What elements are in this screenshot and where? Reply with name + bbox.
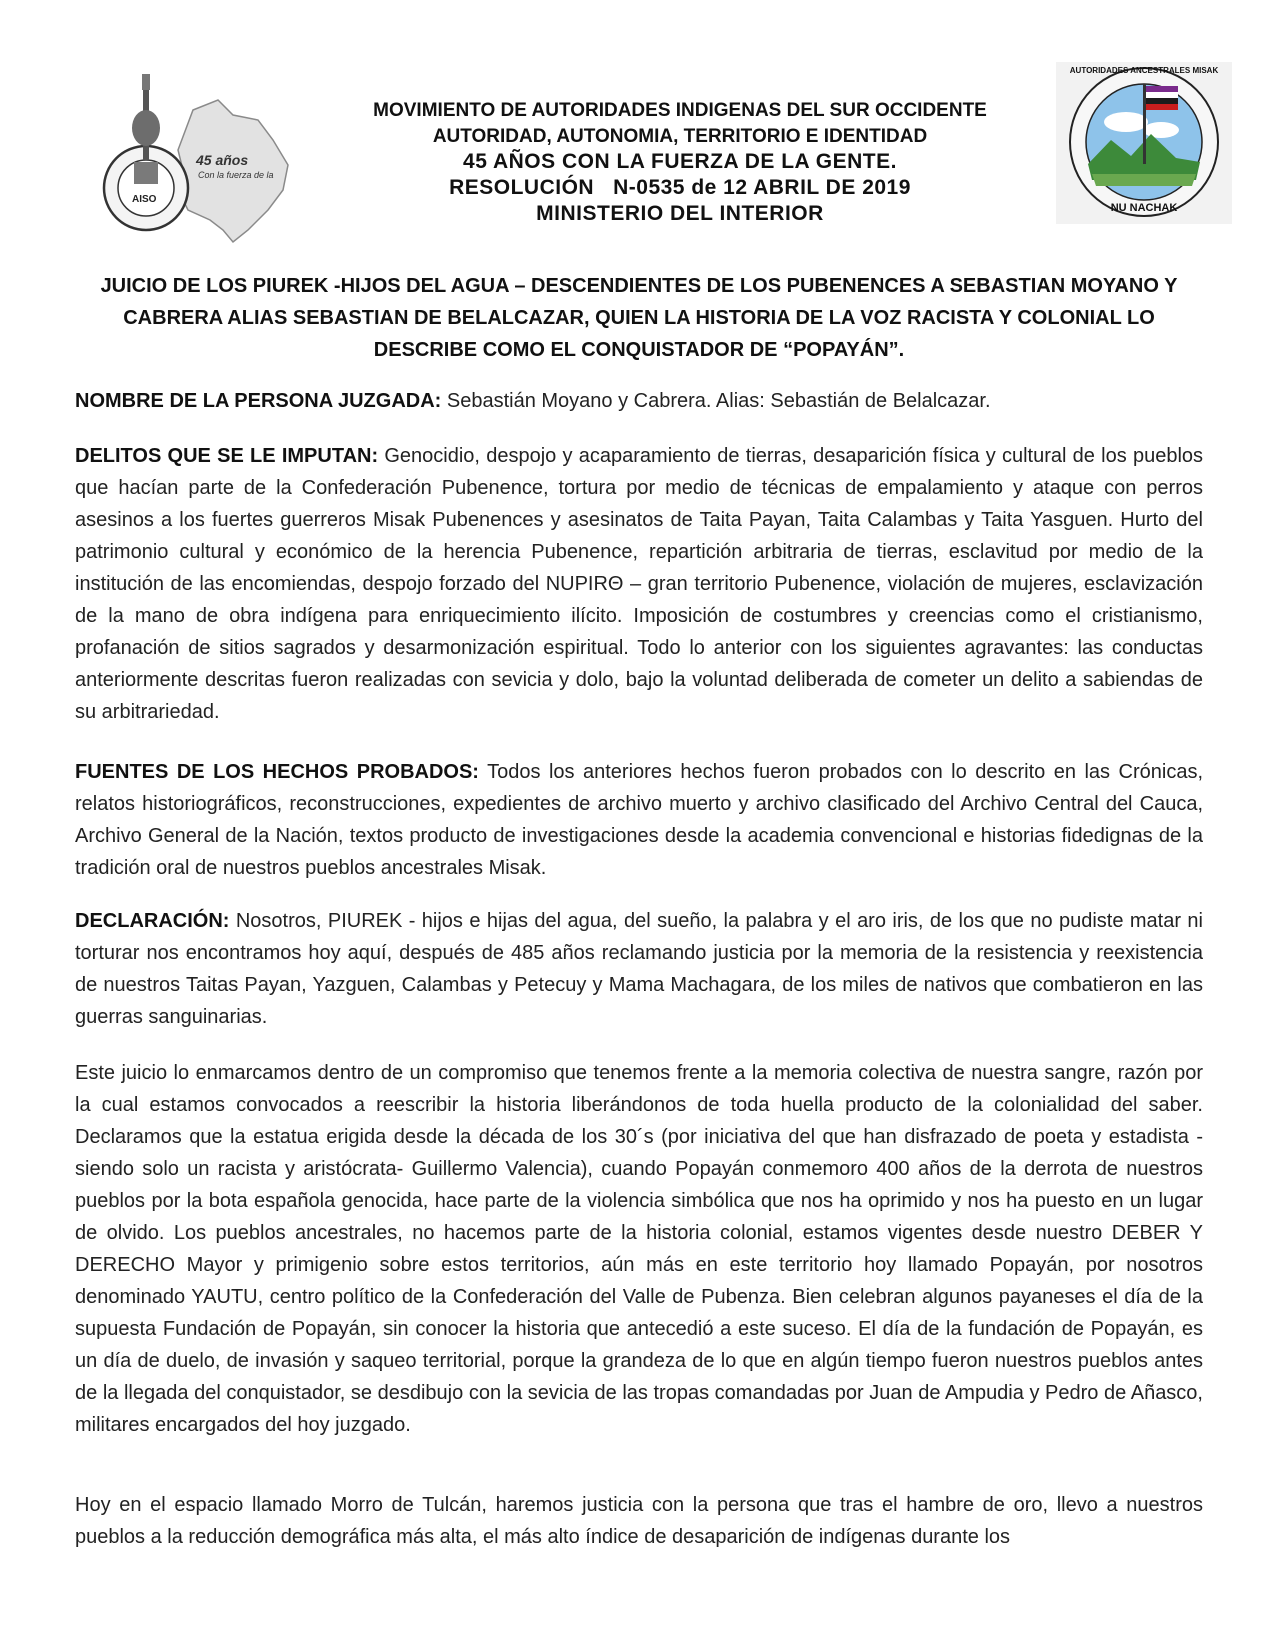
document-title: JUICIO DE LOS PIUREK -HIJOS DEL AGUA – DESCENDIENTES DE LOS PUBENENCES A SEBASTIAN MOYANO Y CABRERA ALIAS SEBASTIAN DE BELALCAZAR, QUIEN LA HISTORIA DE LA VOZ RACISTA Y COLONIAL LO DESCRIBE COMO EL CONQUISTADOR DE “POPAYÁN”. (100, 275, 1178, 361)
aiso-tagline-label: Con la fuerza de la (198, 170, 274, 180)
aiso-logo-icon (98, 70, 298, 245)
letterhead-motto: AUTORIDAD, AUTONOMIA, TERRITORIO E IDENTIDAD (432, 126, 928, 147)
section-declaracion (75, 905, 1203, 1033)
letterhead-anniversary: 45 AÑOS CON LA FUERZA DE LA GENTE. (463, 150, 897, 173)
letterhead (300, 98, 1060, 227)
section-fuentes-label: FUENTES DE LOS HECHOS PROBADOS: (75, 761, 479, 783)
section-persona (75, 385, 1203, 417)
misak-bottom-label: NU NACHAK (1110, 202, 1178, 214)
misak-ring-label: AUTORIDADES ANCESTRALES MISAK (1069, 66, 1219, 75)
section-declaracion-text: Nosotros, PIUREK - hijos e hijas del agua, del sueño, la palabra y el aro iris, de los que no pudiste matar ni torturar nos encontramos hoy aquí, después de 485 años reclamando justicia por la memoria de la resistencia y reexistencia de nuestros Taitas Payan, Yazguen, Calambas y Petecuy y Mama Machagara, de los miles de nativos que combatieron en las guerras sanguinarias. (75, 910, 1203, 1028)
section-persona-label: NOMBRE DE LA PERSONA JUZGADA: (75, 390, 442, 412)
section-fuentes-text: Todos los anteriores hechos fueron probados con lo descrito en las Crónicas, relatos historiográficos, reconstrucciones, expedientes de archivo muerto y archivo clasificado del Archivo Central del Cauca, Archivo General de la Nación, textos producto de investigaciones desde la academia convencional e historias fidedignas de la tradición oral de nuestros pueblos ancestrales Misak. (75, 761, 1203, 879)
section-declaracion-label: DECLARACIÓN: (75, 910, 230, 932)
letterhead-resolution: RESOLUCIÓN N-0535 de 12 ABRIL DE 2019 (449, 176, 911, 199)
letterhead-ministry: MINISTERIO DEL INTERIOR (536, 202, 824, 225)
section-fuentes (75, 756, 1203, 884)
aiso-center-label: AISO (132, 194, 157, 205)
paragraph-juicio: Este juicio lo enmarcamos dentro de un compromiso que tenemos frente a la memoria colectiva de nuestra sangre, razón por la cual estamos convocados a reescribir la historia liberándonos de toda huella producto de la colonialidad del saber. Declaramos que la estatua erigida desde la década de los 30´s (por iniciativa del que han disfrazado de poeta y estadista -siendo solo un racista y aristócrata- Guillermo Valencia), cuando Popayán conmemoro 400 años de la derrota de nuestros pueblos por la bota española genocida, hace parte de la violencia simbólica que nos ha oprimido y nos ha puesto en un lugar de olvido. Los pueblos ancestrales, no hacemos parte de la historia colonial, estamos vigentes desde nuestro DEBER Y DERECHO Mayor y primigenio sobre estos territorios, aún más en este territorio hoy llamado Popayán, por nosotros denominado YAUTU, centro político de la Confederación del Valle de Pubenza. Bien celebran algunos payaneses el día de la supuesta Fundación de Popayán, sin conocer la historia que antecedió a este suceso. El día de la fundación de Popayán, es un día de duelo, de invasión y saqueo territorial, porque la grandeza de lo que en algún tiempo fueron nuestros pueblos antes de la llegada del conquistador, se desdibujo con la sevicia de las tropas comandadas por Juan de Ampudia y Pedro de Añasco, militares encargados del hoy juzgado. (75, 1062, 1203, 1436)
misak-authorities-logo-icon (1056, 62, 1232, 224)
section-delitos (75, 440, 1203, 728)
paragraph-morro: Hoy en el espacio llamado Morro de Tulcán, haremos justicia con la persona que tras el hambre de oro, llevo a nuestros pueblos a la reducción demográfica más alta, el más alto índice de desaparición de indígenas durante los (75, 1494, 1203, 1548)
section-persona-text: Sebastián Moyano y Cabrera. Alias: Sebastián de Belalcazar. (441, 390, 991, 412)
section-delitos-label: DELITOS QUE SE LE IMPUTAN: (75, 445, 379, 467)
section-delitos-text: Genocidio, despojo y acaparamiento de tierras, desaparición física y cultural de los pueblos que hacían parte de la Confederación Pubenence, tortura por medio de técnicas de empalamiento y ataque con perros asesinos a los fuertes guerreros Misak Pubenences y asesinatos de Taita Payan, Taita Calambas y Taita Yasguen. Hurto del patrimonio cultural y económico de la herencia Pubenence, repartición arbitraria de tierras, esclavitud por medio de la institución de las encomiendas, despojo forzado del NUPIRΘ – gran territorio Pubenence, violación de mujeres, esclavización de la mano de obra indígena para enriquecimiento ilícito. Imposición de costumbres y creencias como el cristianismo, profanación de sitios sagrados y desarmonización espiritual. Todo lo anterior con los siguientes agravantes: las conductas anteriormente descritas fueron realizadas con sevicia y dolo, bajo la voluntad deliberada de cometer un delito a sabiendas de su arbitrariedad. (75, 445, 1204, 723)
letterhead-organization: MOVIMIENTO DE AUTORIDADES INDIGENAS DEL SUR OCCIDENTE (373, 100, 987, 121)
aiso-years-label: 45 años (196, 152, 249, 168)
